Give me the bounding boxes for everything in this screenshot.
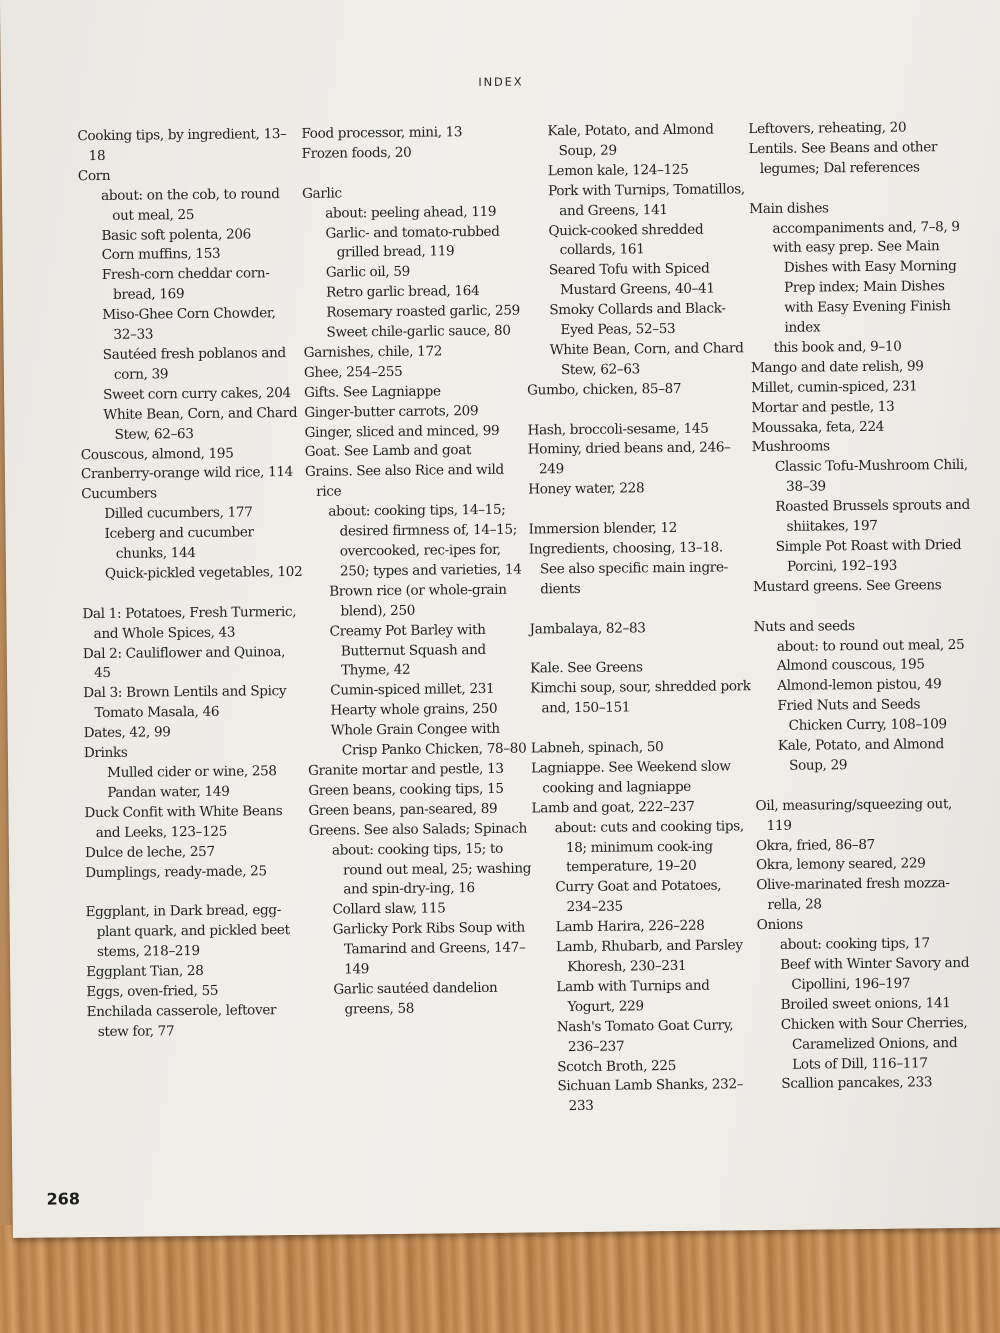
index-subentry: Whole Grain Congee with Crisp Panko Chicken, 78–80 <box>330 720 527 759</box>
index-entry: Eggs, oven-fried, 55 <box>86 982 219 1001</box>
index-entry: Leftovers, reheating, 20 <box>748 119 907 138</box>
section-gap <box>749 178 971 200</box>
index-subentry: Mulled cider or wine, 258 <box>107 763 277 781</box>
index-subentry: Roasted Brussels sprouts and shiitakes, 197 <box>775 497 970 535</box>
index-subentry: Garlic sautéed dandelion greens, 58 <box>333 979 498 1018</box>
index-subentry: Basic soft polenta, 206 <box>101 225 252 244</box>
index-subentry: this book and, 9–10 <box>773 338 902 356</box>
index-entry: Green beans, cooking tips, 15 <box>308 780 504 799</box>
index-entry: Dal 2: Cauliflower and Quinoa, 45 <box>82 643 286 682</box>
index-column-4 <box>748 118 980 1096</box>
index-subentry: Almond-lemon pistou, 49 <box>777 676 942 695</box>
section-gap <box>530 638 752 660</box>
index-subentry: about: to round out meal, 25 <box>776 636 965 655</box>
index-subentry: Corn muffins, 153 <box>101 246 221 264</box>
index-subentry: Sautéed fresh poblanos and corn, 39 <box>102 344 286 383</box>
index-entry: Cranberry-orange wild rice, 114 <box>80 464 294 483</box>
index-subentry: about: cuts and cooking tips, 18; minimum cook-ing temperature, 19–20 <box>554 817 744 876</box>
section-gap <box>527 399 749 421</box>
index-subentry: Garlicky Pork Ribs Soup with Tamarind and Greens, 147–149 <box>332 919 526 978</box>
index-subentry: Kale, Potato, and Almond Soup, 29 <box>777 736 945 774</box>
index-subentry: Almond couscous, 195 <box>776 656 925 675</box>
index-subentry: Seared Tofu with Spiced Mustard Greens, 40–41 <box>548 260 715 299</box>
index-subentry: Retro garlic bread, 164 <box>326 283 480 301</box>
index-entry: Kimchi soup, sour, shredded pork and, 150–151 <box>530 678 751 717</box>
index-entry: Cooking tips, by ingredient, 13–18 <box>77 126 287 164</box>
index-entry: Food processor, mini, 13 <box>301 124 463 142</box>
index-entry: Labneh, spinach, 50 <box>530 739 664 757</box>
index-subentry: White Bean, Corn, and Chard Stew, 62–63 <box>103 404 298 443</box>
index-subentry: Smoky Collards and Black-Eyed Peas, 52–53 <box>549 300 726 339</box>
index-entry: Dulce de leche, 257 <box>84 843 215 861</box>
index-entry: Duck Confit with White Beans and Leeks, 123–125 <box>84 802 283 841</box>
index-subentry: accompaniments and, 7–8, 9 <box>772 218 960 237</box>
index-entry: Kale. See Greens <box>529 659 643 677</box>
index-subentry: Sweet chile-garlic sauce, 80 <box>326 322 511 341</box>
index-subentry: about: on the cob, to round out meal, 25 <box>100 185 280 224</box>
index-entry: Millet, cumin-spiced, 231 <box>751 378 918 396</box>
index-entry: Dates, 42, 99 <box>83 724 171 742</box>
index-entry: Couscous, almond, 195 <box>80 445 234 463</box>
index-column-3 <box>524 120 756 1118</box>
index-subentry: Miso-Ghee Corn Chowder, 32–33 <box>102 305 276 343</box>
index-entry: Okra, lemony seared, 229 <box>756 855 926 874</box>
index-entry: Nuts and seeds <box>753 617 855 635</box>
index-subentry: Garlic oil, 59 <box>325 264 410 281</box>
index-entry: Greens. See also Salads; Spinach <box>308 820 528 839</box>
index-subentry: Beef with Winter Savory and Cipollini, 196–197 <box>780 954 970 993</box>
index-entry: Dal 3: Brown Lentils and Spicy Tomato Masala, 46 <box>83 683 287 722</box>
index-subentry: about: cooking tips, 15; to round out meal, 25; washing and spin-dry-ing, 16 <box>331 840 532 898</box>
index-entry: Lamb and goat, 222–237 <box>531 798 695 817</box>
index-subentry: Collard slaw, 115 <box>332 900 446 918</box>
index-entry: Garlic <box>301 185 342 202</box>
index-subentry: about: peeling ahead, 119 <box>325 203 497 222</box>
index-column-1 <box>77 125 309 1043</box>
index-subentry: Curry Goat and Potatoes, 234–235 <box>555 877 722 916</box>
index-subentry: White Bean, Corn, and Chard Stew, 62–63 <box>549 340 744 379</box>
index-entry: Mustard greens. See Greens <box>753 577 942 595</box>
index-subentry: Kale, Potato, and Almond Soup, 29 <box>547 121 714 160</box>
index-entry: Mortar and pestle, 13 <box>751 398 895 416</box>
index-subentry: about: cooking tips, 14–15; desired firmness of, 14–15; overcooked, rec-ipes for, 250; types and varieties, 14 <box>328 501 522 580</box>
index-subentry: Chicken with Sour Cherries, Caramelized Onions, and Lots of Dill, 116–117 <box>780 1014 968 1073</box>
index-entry: Hash, broccoli-sesame, 145 <box>527 420 709 439</box>
index-subentry: Scallion pancakes, 233 <box>781 1074 933 1093</box>
index-subentry: with easy prep. See Main Dishes with Easy Morning Prep index; Main Dishes with Easy Evening Finish index <box>772 238 957 336</box>
index-subentry: Iceberg and cucumber chunks, 144 <box>104 524 254 562</box>
index-subentry: Broiled sweet onions, 141 <box>780 994 951 1013</box>
index-entry: Gumbo, chicken, 85–87 <box>527 380 682 399</box>
section-gap <box>85 881 307 903</box>
index-entry: Main dishes <box>749 199 829 217</box>
index-entry: Cucumbers <box>81 485 157 503</box>
index-subentry: Cumin-spiced millet, 231 <box>330 681 495 699</box>
index-subentry: Lamb Harira, 226–228 <box>555 917 705 936</box>
section-gap <box>529 598 751 620</box>
section-gap <box>302 162 524 184</box>
section-gap <box>753 596 975 618</box>
index-entry: Ingredients, choosing, 13–18. See also specific main ingre-dients <box>528 539 728 598</box>
index-subentry: Nash's Tomato Goat Curry, 236–237 <box>556 1017 734 1055</box>
index-subentry: Classic Tofu-Mushroom Chili, 38–39 <box>774 457 968 496</box>
index-entry: Eggplant, in Dark bread, egg-plant quark, and pickled beet stems, 218–219 <box>85 902 290 961</box>
index-subentry: Fried Nuts and Seeds Chicken Curry, 108–109 <box>777 696 947 734</box>
index-subentry: Dilled cucumbers, 177 <box>104 504 253 523</box>
index-entry: Corn <box>77 167 111 185</box>
index-entry: Mango and date relish, 99 <box>750 358 924 377</box>
index-entry: Granite mortar and pestle, 13 <box>308 760 504 779</box>
index-entry: Oil, measuring/squeezing out, 119 <box>755 795 953 834</box>
index-subentry: Hearty whole grains, 250 <box>330 701 498 719</box>
running-header: INDEX <box>478 74 524 89</box>
index-entry: Gifts. See Lagniappe <box>304 383 441 401</box>
index-subentry: Sichuan Lamb Shanks, 232–233 <box>557 1076 744 1115</box>
index-entry: Olive-marinated fresh mozza-rella, 28 <box>756 875 950 914</box>
index-entry: Immersion blender, 12 <box>528 520 678 538</box>
index-subentry: about: cooking tips, 17 <box>779 935 930 953</box>
index-entry: Jambalaya, 82–83 <box>529 619 646 638</box>
index-subentry: Rosemary roasted garlic, 259 <box>326 302 521 321</box>
index-entry: Eggplant Tian, 28 <box>86 962 204 981</box>
index-entry: Green beans, pan-seared, 89 <box>308 800 498 819</box>
index-subentry: Fresh-corn cheddar corn-bread, 169 <box>101 265 270 304</box>
index-entry: Moussaka, feta, 224 <box>751 418 885 436</box>
index-entry: Honey water, 228 <box>528 480 645 498</box>
index-subentry: Simple Pot Roast with Dried Porcini, 192–193 <box>775 536 962 575</box>
index-subentry: Quick-cooked shredded collards, 161 <box>548 221 704 259</box>
index-subentry: Brown rice (or whole-grain blend), 250 <box>329 581 507 620</box>
index-subentry: Lamb, Rhubarb, and Parsley Khoresh, 230–231 <box>555 937 743 976</box>
index-entry: Dumplings, ready-made, 25 <box>85 862 267 881</box>
index-entry: Ghee, 254–255 <box>303 363 403 381</box>
index-entry: Ginger-butter carrots, 209 <box>304 402 479 421</box>
index-subentry: Creamy Pot Barley with Butternut Squash and Thyme, 42 <box>329 621 486 679</box>
index-subentry: Quick-pickled vegetables, 102 <box>104 563 303 582</box>
index-subentry: Pork with Turnips, Tomatillos, and Greens, 141 <box>547 180 745 219</box>
index-entry: Hominy, dried beans and, 246–249 <box>527 439 731 478</box>
index-entry: Dal 1: Potatoes, Fresh Turmeric, and Whole Spices, 43 <box>82 603 297 642</box>
section-gap <box>82 583 304 605</box>
index-entry: Onions <box>756 916 803 934</box>
index-entry: Okra, fried, 86–87 <box>755 836 875 854</box>
section-gap <box>755 775 977 797</box>
wooden-table <box>0 1225 1000 1333</box>
index-subentry: Pandan water, 149 <box>107 783 230 801</box>
section-gap <box>531 717 753 739</box>
index-subentry: Garlic- and tomato-rubbed grilled bread, 119 <box>325 223 500 261</box>
index-entry: Frozen foods, 20 <box>301 144 412 162</box>
index-entry: Garnishes, chile, 172 <box>303 343 443 361</box>
index-subentry: Lemon kale, 124–125 <box>547 161 689 180</box>
index-subentry: Scotch Broth, 225 <box>557 1057 677 1075</box>
index-subentry: Lamb with Turnips and Yogurt, 229 <box>556 977 710 1015</box>
index-column-2 <box>301 123 532 1021</box>
section-gap <box>528 498 750 520</box>
index-entry: Goat. See Lamb and goat <box>304 442 472 461</box>
index-entry: Ginger, sliced and minced, 99 <box>304 422 500 441</box>
index-entry: Drinks <box>83 744 128 762</box>
index-entry: Grains. See also Rice and wild rice <box>304 462 504 501</box>
index-entry: Lagniappe. See Weekend slow cooking and lagniappe <box>530 758 731 797</box>
page-number: 268 <box>46 1189 81 1209</box>
index-entry: Mushrooms <box>751 438 830 456</box>
index-entry: Enchilada casserole, leftover stew for, 77 <box>86 1002 277 1040</box>
index-entry: Lentils. See Beans and other legumes; Dal references <box>748 139 938 177</box>
index-subentry: Sweet corn curry cakes, 204 <box>103 384 291 403</box>
